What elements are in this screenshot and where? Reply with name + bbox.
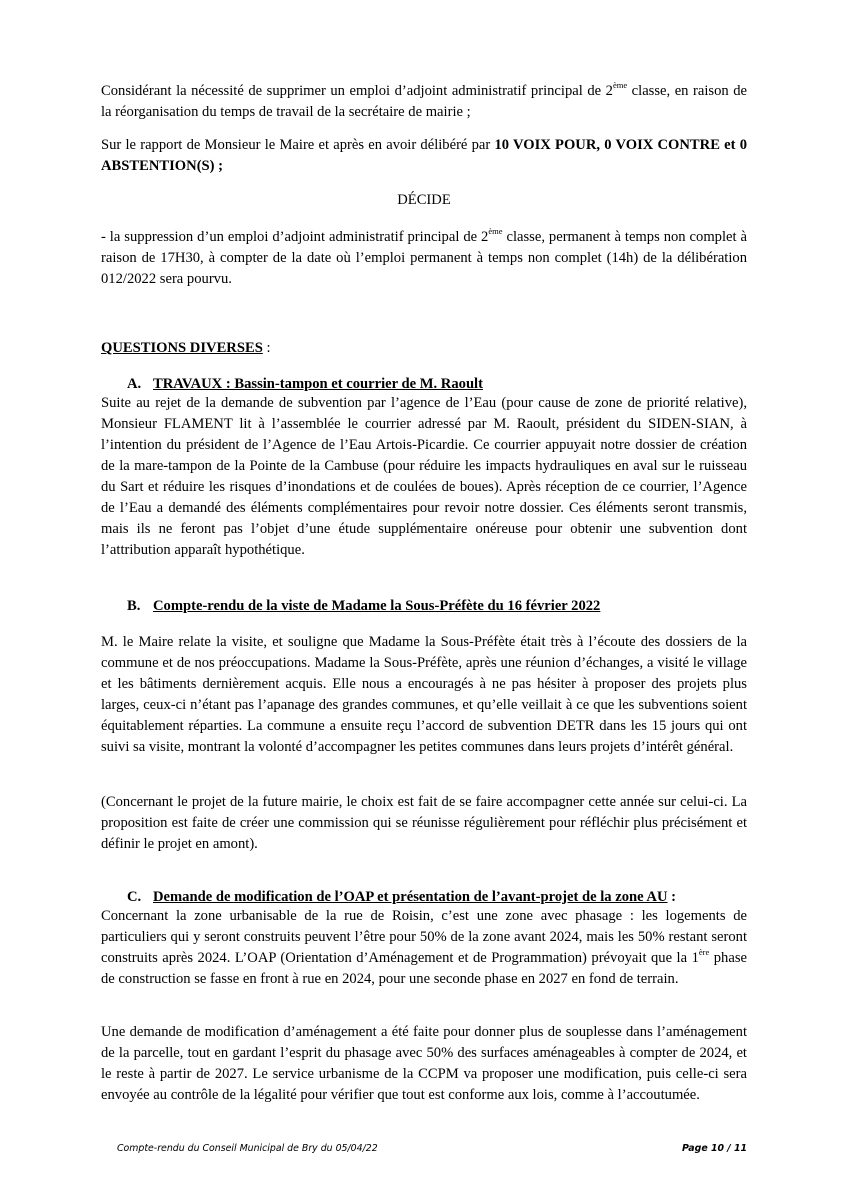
text: : — [262, 340, 271, 356]
footer-title: Compte-rendu du Conseil Municipal de Bry du 05/04/22 — [117, 1143, 378, 1154]
superscript: ème — [488, 226, 503, 236]
section-a-heading — [127, 374, 483, 395]
vote-result: 10 VOIX POUR, 0 VOIX CONTRE et 0 ABSTENTION(S) ; — [101, 137, 747, 174]
section-b-text-2: (Concernant le projet de la future mairie, le choix est fait de se faire accompagner cette année sur celui-ci. La proposition est faite de créer une commission qui se réunisse régulièrement pour réfléchir plus précisément et définir le projet en amont). — [101, 794, 747, 852]
text: classe, permanent à temps non complet à raison de 17H30, à compter de la date où l’emploi permanent à temps non complet (14h) de la délibération 012/2022 sera pourvu. — [101, 229, 747, 287]
paragraph-decision — [101, 227, 747, 290]
paragraph-considerant — [101, 81, 747, 123]
decide-heading: DÉCIDE — [397, 192, 451, 208]
section-letter: B. — [127, 598, 141, 614]
questions-diverses-heading — [101, 338, 747, 359]
superscript: ème — [612, 80, 628, 90]
section-letter: C. — [127, 889, 142, 905]
section-c-text-1 — [101, 906, 747, 990]
section-c-text-2: Une demande de modification d’aménagement a été faite pour donner plus de souplesse dans l’aménagement de la parcelle, tout en gardant l’esprit du phasage avec 50% des surfaces aménageables à compter de 2024, et le reste à partir de 2027. Le service urbanisme de la CCPM va proposer une modification, puis celle-ci sera envoyée au contrôle de la légalité pour vérifier que tout est conforme aux lois, comme à l’accoutumée. — [101, 1024, 747, 1103]
text: Sur le rapport de Monsieur le Maire et après en avoir délibéré par — [101, 137, 495, 153]
paragraph-rapport — [101, 135, 747, 177]
text: - la suppression d’un emploi d’adjoint administratif principal de 2 — [101, 229, 489, 245]
superscript: ère — [698, 947, 710, 957]
section-title: Compte-rendu de la viste de Madame la Sous-Préfète du 16 février 2022 — [153, 598, 601, 614]
section-b-text-1: M. le Maire relate la visite, et souligne que Madame la Sous-Préfète était très à l’écoute des dossiers de la commune et de nos préoccupations. Madame la Sous-Préfète, après une réunion d’échanges, a visité le village et les bâtiments dernièrement acquis. Elle nous a encouragés à ne pas hésiter à proposer des projets plus larges, ceux-ci n’étant pas l’apanage des grandes communes, et qu’elle veillait à ce que les subventions soient équitablement réparties. La commune a ensuite reçu l’accord de subvention DETR dans les 15 jours qui ont suivi sa visite, montrant la volonté d’accompagner les petites communes dans leurs projets d’intérêt général. — [101, 634, 747, 755]
section-b-heading — [127, 596, 600, 617]
text: Concernant la zone urbanisable de la rue de Roisin, c’est une zone avec phasage : les logements de particuliers qui y seront construits peuvent l’être pour 50% de la zone avant 2024, mais les 50% restant seront construits après 2024. L’OAP (Orientation d’Aménagement et de Programmation) prévoyait que la 1 — [101, 908, 747, 966]
section-title: TRAVAUX : Bassin-tampon et courrier de M. Raoult — [153, 376, 483, 392]
heading-text: QUESTIONS DIVERSES — [101, 340, 263, 356]
text: classe, en raison de la réorganisation du temps de travail de la secrétaire de mairie ; — [101, 83, 747, 120]
text: Considérant la nécessité de supprimer un emploi d’adjoint administratif principal de 2 — [101, 83, 613, 99]
text: phase de construction se fasse en front à rue en 2024, pour une seconde phase en 2027 en fond de terrain. — [101, 950, 747, 987]
section-letter: A. — [127, 376, 142, 392]
text: : — [667, 889, 677, 905]
section-c-heading — [127, 887, 676, 908]
page-footer — [101, 1138, 747, 1154]
page-number: Page 10 / 11 — [682, 1143, 747, 1154]
section-title: Demande de modification de l’OAP et présentation de l’avant-projet de la zone AU — [153, 889, 668, 905]
section-a-text: Suite au rejet de la demande de subvention par l’agence de l’Eau (pour cause de zone de priorité relative), Monsieur FLAMENT lit à l’assemblée le courrier adressé par M. Raoult, président du SIDEN-SIAN, à l’intention du président de l’Agence de l’Eau Artois-Picardie. Ce courrier appuyait notre dossier de création de la mare-tampon de la Pointe de la Cambuse (pour réduire les impacts hydrauliques en aval sur le ruisseau du Sart et réduire les risques d’inondations et de coulées de boues). Après réception de ce courrier, l’Agence de l’Eau a demandé des éléments complémentaires pour revoir notre dossier. Ces éléments seront transmis, mais ils ne feront pas l’objet d’une étude supplémentaire onéreuse pour obtenir une subvention dont l’attribution apparaît hypothétique. — [101, 395, 747, 558]
